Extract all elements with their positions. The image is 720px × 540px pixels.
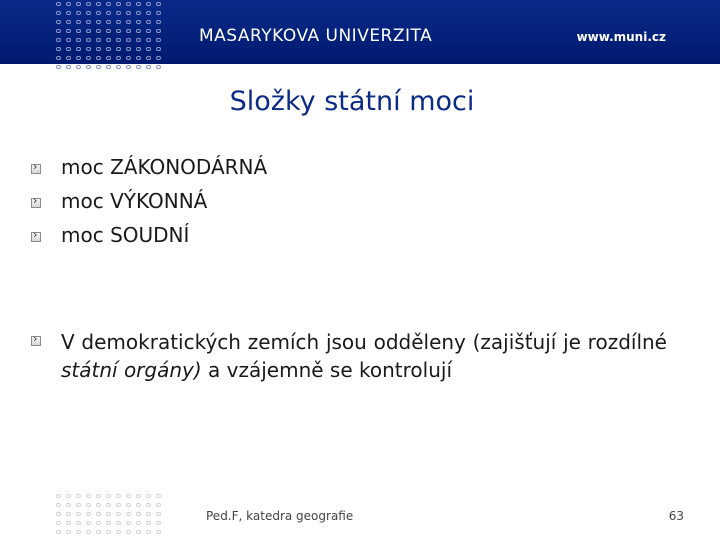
dot: [126, 2, 131, 6]
dot: [136, 38, 141, 42]
dot: [156, 20, 161, 24]
dot: [76, 494, 81, 498]
dot: [96, 494, 101, 498]
dot: [146, 56, 151, 60]
dot: [116, 521, 121, 525]
dot: [116, 503, 121, 507]
dot: [156, 29, 161, 33]
dot: [146, 38, 151, 42]
dot: [66, 38, 71, 42]
dot: [66, 47, 71, 51]
dot: [86, 503, 91, 507]
dot: [56, 503, 61, 507]
dot: [96, 2, 101, 6]
dot: [156, 65, 161, 69]
dot: [136, 512, 141, 516]
dot: [126, 521, 131, 525]
bullet-item: moc VÝKONNÁ: [61, 189, 208, 213]
dot: [116, 494, 121, 498]
dot: [156, 47, 161, 51]
dot: [146, 20, 151, 24]
dot: [136, 521, 141, 525]
dot: [126, 11, 131, 15]
footer-dot-pattern: [56, 494, 166, 539]
dot: [86, 11, 91, 15]
dot: [156, 503, 161, 507]
dot: [56, 530, 61, 534]
dot: [76, 56, 81, 60]
dot: [86, 521, 91, 525]
dot: [76, 521, 81, 525]
dot: [116, 20, 121, 24]
dot: [56, 29, 61, 33]
dot: [116, 65, 121, 69]
paragraph-text: V demokratických zemích jsou odděleny (zajišťují je rozdílné: [61, 330, 667, 354]
logo-dot-pattern: [56, 2, 166, 74]
dot: [76, 47, 81, 51]
dot: [156, 494, 161, 498]
dot: [126, 65, 131, 69]
dot: [66, 2, 71, 6]
dot: [146, 11, 151, 15]
dot: [96, 530, 101, 534]
dot: [106, 2, 111, 6]
dot: [146, 65, 151, 69]
dot: [86, 2, 91, 6]
dot: [56, 56, 61, 60]
dot: [76, 11, 81, 15]
dot: [146, 47, 151, 51]
dot: [56, 20, 61, 24]
dot: [146, 29, 151, 33]
page-number: 63: [668, 509, 684, 523]
dot: [76, 2, 81, 6]
bullet-arrow-icon: [31, 232, 41, 242]
dot: [156, 2, 161, 6]
dot: [66, 20, 71, 24]
dot: [126, 20, 131, 24]
dot: [96, 56, 101, 60]
dot: [116, 11, 121, 15]
university-name: MASARYKOVA UNIVERZITA: [199, 26, 433, 46]
dot: [116, 47, 121, 51]
dot: [96, 47, 101, 51]
dot: [56, 11, 61, 15]
dot: [96, 503, 101, 507]
dot: [56, 521, 61, 525]
dot: [126, 494, 131, 498]
dot: [146, 2, 151, 6]
dot: [136, 29, 141, 33]
header-bar: [0, 0, 720, 64]
dot: [66, 521, 71, 525]
dot: [106, 20, 111, 24]
dot: [136, 20, 141, 24]
dot: [66, 11, 71, 15]
website-link[interactable]: www.muni.cz: [576, 30, 666, 44]
paragraph-text-end: a vzájemně se kontrolují: [201, 358, 452, 382]
dot: [86, 494, 91, 498]
dot: [86, 65, 91, 69]
dot: [96, 29, 101, 33]
dot: [96, 65, 101, 69]
dot: [116, 530, 121, 534]
dot: [136, 503, 141, 507]
dot: [156, 11, 161, 15]
dot: [86, 56, 91, 60]
dot: [66, 494, 71, 498]
dot: [106, 11, 111, 15]
bullet-item: moc ZÁKONODÁRNÁ: [61, 155, 268, 179]
dot: [156, 38, 161, 42]
dot: [96, 20, 101, 24]
dot: [146, 512, 151, 516]
dot: [136, 530, 141, 534]
dot: [76, 512, 81, 516]
dot: [66, 512, 71, 516]
dot: [116, 512, 121, 516]
dot: [106, 29, 111, 33]
slide-title: Složky státní moci: [229, 86, 475, 117]
dot: [106, 56, 111, 60]
dot: [136, 11, 141, 15]
dot: [86, 38, 91, 42]
dot: [106, 38, 111, 42]
dot: [66, 65, 71, 69]
dot: [106, 494, 111, 498]
dot: [136, 2, 141, 6]
dot: [126, 503, 131, 507]
dot: [76, 503, 81, 507]
dot: [86, 512, 91, 516]
dot: [56, 2, 61, 6]
dot: [86, 47, 91, 51]
dot: [66, 56, 71, 60]
dot: [76, 65, 81, 69]
dot: [66, 530, 71, 534]
paragraph-emphasis: státní orgány): [61, 358, 202, 382]
dot: [126, 512, 131, 516]
body-paragraph: [61, 328, 667, 384]
dot: [146, 521, 151, 525]
dot: [106, 530, 111, 534]
dot: [146, 530, 151, 534]
dot: [156, 56, 161, 60]
dot: [76, 530, 81, 534]
dot: [96, 38, 101, 42]
dot: [136, 65, 141, 69]
dot: [126, 47, 131, 51]
dot: [106, 503, 111, 507]
bullet-item: moc SOUDNÍ: [61, 223, 190, 247]
bullet-arrow-icon: [31, 336, 41, 346]
dot: [86, 20, 91, 24]
dot: [76, 29, 81, 33]
dot: [106, 512, 111, 516]
dot: [116, 29, 121, 33]
dot: [86, 29, 91, 33]
bullet-arrow-icon: [31, 198, 41, 208]
dot: [116, 38, 121, 42]
dot: [56, 38, 61, 42]
dot: [56, 512, 61, 516]
bullet-arrow-icon: [31, 164, 41, 174]
dot: [116, 2, 121, 6]
dot: [66, 503, 71, 507]
dot: [156, 512, 161, 516]
dot: [96, 11, 101, 15]
dot: [106, 521, 111, 525]
dot: [76, 20, 81, 24]
footer-text: Ped.F, katedra geografie: [206, 509, 354, 523]
dot: [96, 512, 101, 516]
dot: [136, 47, 141, 51]
dot: [56, 494, 61, 498]
dot: [106, 65, 111, 69]
dot: [156, 530, 161, 534]
dot: [86, 530, 91, 534]
dot: [146, 503, 151, 507]
dot: [96, 521, 101, 525]
dot: [66, 29, 71, 33]
dot: [146, 494, 151, 498]
dot: [56, 47, 61, 51]
dot: [126, 56, 131, 60]
dot: [126, 29, 131, 33]
dot: [126, 38, 131, 42]
dot: [56, 65, 61, 69]
dot: [126, 530, 131, 534]
dot: [136, 494, 141, 498]
dot: [76, 38, 81, 42]
dot: [116, 56, 121, 60]
dot: [106, 47, 111, 51]
dot: [156, 521, 161, 525]
dot: [136, 56, 141, 60]
